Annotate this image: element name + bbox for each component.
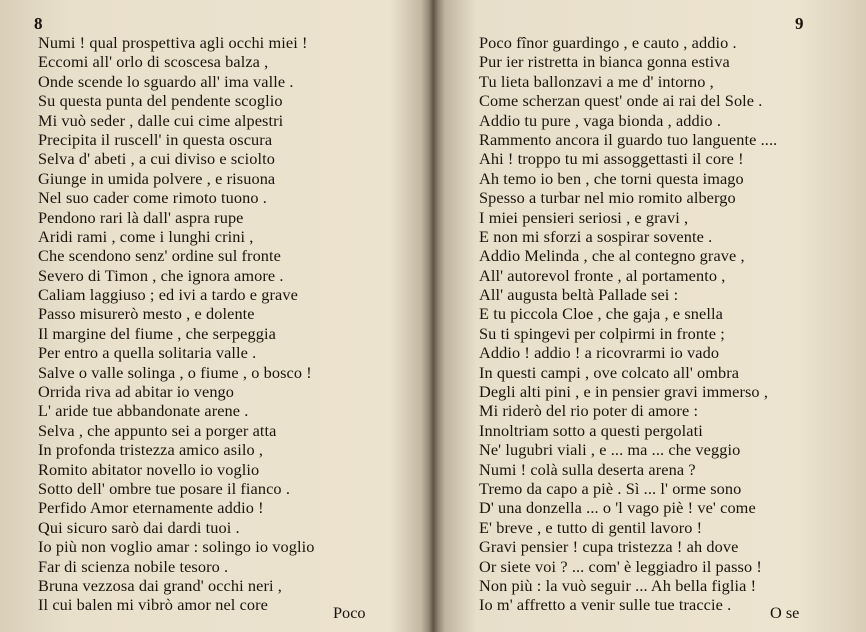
verse-line: Bruna vezzosa dai grand' occhi neri , <box>38 575 282 595</box>
verse-lines <box>479 33 777 615</box>
verse-line: Gravi pensier ! cupa tristezza ! ah dove <box>479 537 739 557</box>
verse-line: Il margine del fiume , che serpeggia <box>38 323 276 343</box>
verse-line: All' autorevol fronte , al portamento , <box>479 265 726 285</box>
verse-line: Numi ! qual prospettiva agli occhi miei ! <box>38 33 308 52</box>
verse-line: Come scherzan quest' onde ai rai del Sole . <box>479 91 763 111</box>
page-number: 9 <box>795 14 804 33</box>
verse-line: Severo di Timon , che ignora amore . <box>38 265 284 285</box>
verse-line: Or siete voi ? ... com' è leggiadro il passo ! <box>479 556 762 576</box>
page-number: 8 <box>34 14 43 33</box>
verse-line: Giunge in umida polvere , e risuona <box>38 168 276 188</box>
verse-line: Perfido Amor eternamente addio ! <box>38 498 264 518</box>
verse-line: Pendono rari là dall' aspra rupe <box>38 207 244 227</box>
verse-line: Il cui balen mi vibrò amor nel core <box>38 595 268 615</box>
verse-line: Su ti spingevi per colpirmi in fronte ; <box>479 323 725 343</box>
verse-line: I miei pensieri seriosi , e gravi , <box>479 207 689 227</box>
verse-line: Ah temo io ben , che torni questa imago <box>479 168 744 188</box>
verse-line: Addio tu pure , vaga bionda , addio . <box>479 110 721 130</box>
verse-line: Tu lieta ballonzavi a me d' intorno , <box>479 71 714 91</box>
verse-line: Addio ! addio ! a ricovrarmi io vado <box>479 343 720 363</box>
verse-line: Tremo da capo a piè . Sì ... l' orme sono <box>479 478 742 498</box>
verse-line: Selva , che appunto sei a porger atta <box>38 420 277 440</box>
verse-line: Selva d' abeti , a cui diviso e sciolto <box>38 149 275 169</box>
verse-line: Mi riderò del rio poter di amore : <box>479 401 699 421</box>
left-page <box>0 0 425 632</box>
verse-line: Spesso a turbar nel mio romito albergo <box>479 188 736 208</box>
verse-line: D' una donzella ... o 'l vago piè ! ve' come <box>479 498 756 518</box>
verse-line: In questi campi , ove colcato all' ombra <box>479 362 740 382</box>
verse-line: E' breve , e tutto di gentil lavoro ! <box>479 517 703 537</box>
verse-line: Salve o valle solinga , o fiume , o bosco ! <box>38 362 312 382</box>
verse-line: Per entro a quella solitaria valle . <box>38 343 257 363</box>
right-page <box>433 0 866 632</box>
verse-line: Mi vuò seder , dalle cui cime alpestri <box>38 110 284 130</box>
verse-line: Che scendono senz' ordine sul fronte <box>38 246 282 266</box>
verse-line: In profonda tristezza amico asilo , <box>38 440 264 460</box>
verse-line: Sotto dell' ombre tue posare il fianco . <box>38 478 290 498</box>
verse-line: Romito abitator novello io voglio <box>38 459 260 479</box>
verse-line: Aridi rami , come i lunghi crini , <box>38 226 254 246</box>
verse-line: Non più : la vuò seguir ... Ah bella figlia ! <box>479 575 757 595</box>
catchword: O se <box>770 603 800 622</box>
verse-line: E non mi sforzi a sospirar sovente . <box>479 226 713 246</box>
verse-line: Passo misurerò mesto , e dolente <box>38 304 255 324</box>
catchword: Poco <box>333 603 366 622</box>
verse-line: Far di scienza nobile tesoro . <box>38 556 229 576</box>
verse-line: Rammento ancora il guardo tuo languente .... <box>479 129 778 149</box>
verse-line: Io m' affretto a venir sulle tue traccie . <box>479 595 732 615</box>
verse-line: Caliam laggiuso ; ed ivi a tardo e grave <box>38 285 298 305</box>
verse-line: Innoltriam sotto a questi pergolati <box>479 420 703 440</box>
verse-line: Degli alti pini , e in pensier gravi immerso , <box>479 382 769 402</box>
verse-line: Pur ier ristretta in bianca gonna estiva <box>479 52 730 72</box>
verse-line: E tu piccola Cloe , che gaja , e snella <box>479 304 723 324</box>
verse-line: Io più non voglio amar : solingo io voglio <box>38 537 315 557</box>
verse-line: Nel suo cader come rimoto tuono . <box>38 188 267 208</box>
verse-line: Qui sicuro sarò dai dardi tuoi . <box>38 517 240 537</box>
verse-line: Orrida riva ad abitar io vengo <box>38 382 235 402</box>
verse-line: Poco fînor guardingo , e cauto , addio . <box>479 33 737 52</box>
verse-line: Su questa punta del pendente scoglio <box>38 91 283 111</box>
verse-line: Ne' lugubri viali , e ... ma ... che veggio <box>479 440 741 460</box>
verse-line: Addio Melinda , che al contegno grave , <box>479 246 745 266</box>
verse-line: All' augusta beltà Pallade sei : <box>479 285 679 305</box>
verse-line: Numi ! colà sulla deserta arena ? <box>479 459 696 479</box>
verse-line: Ahi ! troppo tu mi assoggettasti il core ! <box>479 149 744 169</box>
verse-line: L' aride tue abbandonate arene . <box>38 401 249 421</box>
verse-line: Onde scende lo sguardo all' ima valle . <box>38 71 294 91</box>
verse-line: Eccomi all' orlo di scoscesa balza , <box>38 52 269 72</box>
verse-line: Precipita il ruscell' in questa oscura <box>38 129 273 149</box>
verse-lines <box>38 33 314 615</box>
